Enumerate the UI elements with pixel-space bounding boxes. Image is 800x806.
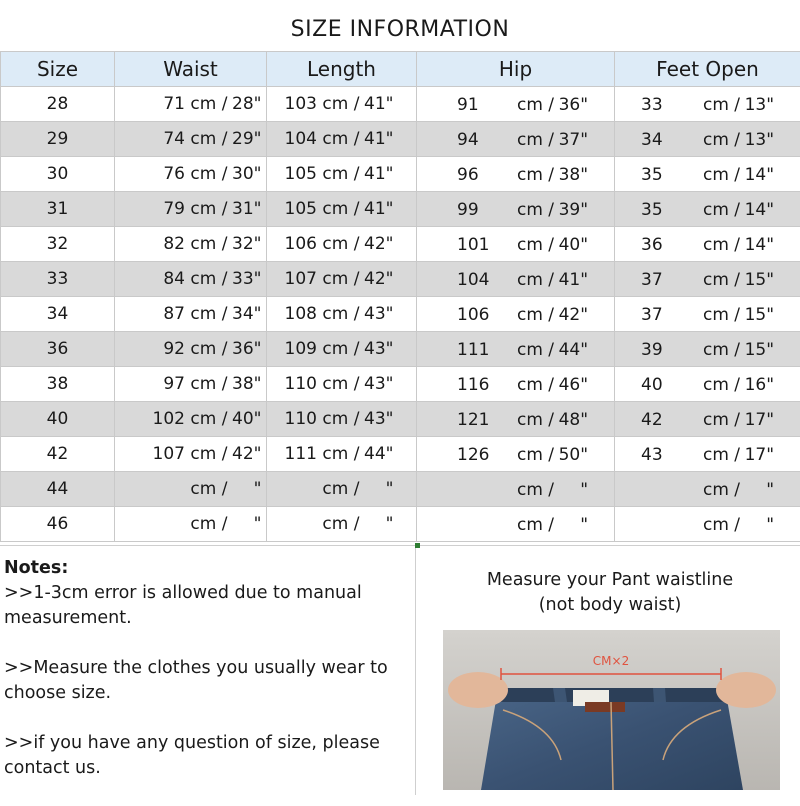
hip-cm-value: 104 — [457, 270, 489, 290]
feet-unit — [703, 130, 774, 150]
unit-separator: cm / — [517, 235, 554, 255]
feet-unit — [703, 235, 774, 255]
cell-feet-open — [615, 402, 800, 437]
notes-heading: Notes: — [4, 556, 409, 581]
unit-separator: cm / — [703, 165, 740, 185]
cell-feet-open — [615, 437, 800, 472]
table-row — [1, 472, 800, 507]
table-row — [1, 157, 800, 192]
feet-unit — [703, 480, 774, 500]
waist-cm-value: 87 — [133, 304, 185, 324]
feet-in-value: 14" — [740, 235, 774, 255]
unit-separator: cm / — [190, 199, 227, 219]
waist-in-value: 38" — [227, 374, 261, 394]
length-cm-value: 104 — [283, 129, 317, 149]
waist-cm-value: 102 — [133, 409, 185, 429]
hip-unit — [517, 515, 588, 535]
unit-separator: cm / — [322, 269, 359, 289]
unit-separator: cm / — [517, 270, 554, 290]
cell-length — [267, 157, 417, 192]
waist-cm-value: 76 — [133, 164, 185, 184]
length-cm-value: 107 — [283, 269, 317, 289]
unit-separator: cm / — [190, 374, 227, 394]
hip-in-value: " — [554, 515, 588, 535]
cell-size: 34 — [1, 297, 115, 332]
cell-length — [267, 227, 417, 262]
length-in-value: 42" — [359, 269, 393, 289]
unit-separator: cm / — [517, 130, 554, 150]
note-item: >>Measure the clothes you usually wear to choose size. — [4, 656, 409, 706]
unit-separator: cm / — [190, 234, 227, 254]
cell-hip — [417, 122, 615, 157]
cell-feet-open — [615, 507, 800, 542]
unit-separator: cm / — [703, 270, 740, 290]
waist-in-value: " — [227, 514, 261, 534]
cell-hip — [417, 472, 615, 507]
cell-hip — [417, 402, 615, 437]
unit-separator: cm / — [703, 130, 740, 150]
cell-waist — [115, 87, 267, 122]
waist-in-value: 30" — [227, 164, 261, 184]
cell-hip — [417, 262, 615, 297]
feet-cm-value: 40 — [641, 375, 663, 395]
cell-length — [267, 402, 417, 437]
feet-in-value: 16" — [740, 375, 774, 395]
cell-size: 36 — [1, 332, 115, 367]
feet-cm-value: 34 — [641, 130, 663, 150]
header-waist: Waist — [115, 52, 267, 87]
unit-separator: cm / — [703, 480, 740, 500]
hip-cm-value: 94 — [457, 130, 479, 150]
feet-in-value: 13" — [740, 95, 774, 115]
unit-separator: cm / — [703, 95, 740, 115]
unit-separator: cm / — [322, 304, 359, 324]
hip-in-value: 46" — [554, 375, 588, 395]
cell-hip — [417, 437, 615, 472]
hip-unit — [517, 410, 588, 430]
waist-cm-value: 82 — [133, 234, 185, 254]
measure-line-1: Measure your Pant waistline — [420, 568, 800, 593]
unit-separator: cm / — [322, 94, 359, 114]
table-row — [1, 122, 800, 157]
unit-separator: cm / — [322, 374, 359, 394]
feet-unit — [703, 515, 774, 535]
hip-unit — [517, 95, 588, 115]
cell-feet-open — [615, 297, 800, 332]
unit-separator: cm / — [517, 340, 554, 360]
cell-size: 32 — [1, 227, 115, 262]
hip-in-value: 37" — [554, 130, 588, 150]
size-table — [0, 51, 800, 542]
length-cm-value: 110 — [283, 409, 317, 429]
feet-in-value: " — [740, 515, 774, 535]
hip-in-value: 36" — [554, 95, 588, 115]
feet-in-value: 14" — [740, 200, 774, 220]
hip-in-value: 38" — [554, 165, 588, 185]
hip-unit — [517, 305, 588, 325]
cell-waist — [115, 437, 267, 472]
feet-unit — [703, 305, 774, 325]
feet-in-value: 13" — [740, 130, 774, 150]
cell-hip — [417, 87, 615, 122]
length-cm-value: 105 — [283, 199, 317, 219]
unit-separator: cm / — [703, 340, 740, 360]
hip-cm-value: 99 — [457, 200, 479, 220]
hip-in-value: 39" — [554, 200, 588, 220]
feet-cm-value: 35 — [641, 165, 663, 185]
length-in-value: 41" — [359, 199, 393, 219]
note-item: >>if you have any question of size, please contact us. — [4, 731, 409, 781]
waist-in-value: 32" — [227, 234, 261, 254]
waist-in-value: 28" — [227, 94, 261, 114]
table-row — [1, 367, 800, 402]
corner-marker — [415, 543, 420, 548]
length-in-value: 43" — [359, 304, 393, 324]
cell-length — [267, 262, 417, 297]
notes-section — [4, 556, 409, 806]
table-header-row — [1, 52, 800, 87]
feet-in-value: 15" — [740, 340, 774, 360]
cell-waist — [115, 472, 267, 507]
cell-hip — [417, 157, 615, 192]
feet-cm-value: 37 — [641, 270, 663, 290]
unit-separator: cm / — [703, 200, 740, 220]
hip-unit — [517, 235, 588, 255]
cell-waist — [115, 402, 267, 437]
length-in-value: 43" — [359, 374, 393, 394]
cell-feet-open — [615, 367, 800, 402]
unit-separator: cm / — [703, 375, 740, 395]
length-cm-value: 111 — [283, 444, 317, 464]
cell-hip — [417, 297, 615, 332]
feet-cm-value: 43 — [641, 445, 663, 465]
hip-cm-value: 96 — [457, 165, 479, 185]
feet-in-value: 15" — [740, 270, 774, 290]
feet-unit — [703, 200, 774, 220]
feet-in-value: 17" — [740, 410, 774, 430]
unit-separator: cm / — [322, 514, 359, 534]
waist-cm-value: 107 — [133, 444, 185, 464]
unit-separator: cm / — [190, 409, 227, 429]
feet-in-value: 15" — [740, 305, 774, 325]
cell-hip — [417, 227, 615, 262]
feet-in-value: 17" — [740, 445, 774, 465]
cell-waist — [115, 122, 267, 157]
cell-size: 29 — [1, 122, 115, 157]
waist-in-value: 31" — [227, 199, 261, 219]
cell-size: 40 — [1, 402, 115, 437]
header-length: Length — [267, 52, 417, 87]
cell-feet-open — [615, 332, 800, 367]
waist-in-value: 33" — [227, 269, 261, 289]
table-row — [1, 297, 800, 332]
length-in-value: 43" — [359, 409, 393, 429]
cell-feet-open — [615, 472, 800, 507]
cell-size: 38 — [1, 367, 115, 402]
feet-cm-value: 37 — [641, 305, 663, 325]
unit-separator: cm / — [322, 164, 359, 184]
unit-separator: cm / — [517, 445, 554, 465]
waist-cm-value: 92 — [133, 339, 185, 359]
feet-cm-value: 39 — [641, 340, 663, 360]
unit-separator: cm / — [190, 269, 227, 289]
cell-length — [267, 332, 417, 367]
table-row — [1, 87, 800, 122]
waist-in-value: 29" — [227, 129, 261, 149]
feet-unit — [703, 95, 774, 115]
waist-cm-value: 84 — [133, 269, 185, 289]
cell-feet-open — [615, 157, 800, 192]
cell-feet-open — [615, 122, 800, 157]
length-in-value: " — [359, 479, 393, 499]
left-hand — [448, 672, 508, 708]
unit-separator: cm / — [190, 514, 227, 534]
unit-separator: cm / — [190, 479, 227, 499]
cell-waist — [115, 332, 267, 367]
length-in-value: 41" — [359, 94, 393, 114]
hip-unit — [517, 165, 588, 185]
length-cm-value: 105 — [283, 164, 317, 184]
jeans-waistband — [497, 688, 726, 702]
feet-unit — [703, 165, 774, 185]
unit-separator: cm / — [703, 410, 740, 430]
unit-separator: cm / — [517, 95, 554, 115]
table-row — [1, 507, 800, 542]
waist-in-value: 36" — [227, 339, 261, 359]
cell-length — [267, 472, 417, 507]
note-item: >>1-3cm error is allowed due to manual measurement. — [4, 581, 409, 631]
hip-cm-value: 111 — [457, 340, 489, 360]
waist-cm-value: 79 — [133, 199, 185, 219]
header-feet-open: Feet Open — [615, 52, 800, 87]
section-divider-vertical — [415, 545, 416, 795]
jeans-illustration — [443, 630, 780, 790]
length-in-value: 43" — [359, 339, 393, 359]
page-title: SIZE INFORMATION — [0, 12, 800, 48]
cell-length — [267, 367, 417, 402]
hip-cm-value: 116 — [457, 375, 489, 395]
table-row — [1, 332, 800, 367]
unit-separator: cm / — [322, 129, 359, 149]
length-cm-value: 108 — [283, 304, 317, 324]
unit-separator: cm / — [517, 480, 554, 500]
unit-separator: cm / — [517, 515, 554, 535]
cell-waist — [115, 157, 267, 192]
feet-unit — [703, 445, 774, 465]
table-row — [1, 192, 800, 227]
unit-separator: cm / — [190, 94, 227, 114]
unit-separator: cm / — [190, 339, 227, 359]
section-divider-horizontal — [0, 545, 800, 546]
waist-in-value: 42" — [227, 444, 261, 464]
length-cm-value: 106 — [283, 234, 317, 254]
cell-size: 30 — [1, 157, 115, 192]
unit-separator: cm / — [322, 199, 359, 219]
hip-in-value: 44" — [554, 340, 588, 360]
header-hip: Hip — [417, 52, 615, 87]
length-in-value: 44" — [359, 444, 393, 464]
measure-line-2: (not body waist) — [420, 593, 800, 618]
unit-separator: cm / — [322, 339, 359, 359]
waist-cm-value: 74 — [133, 129, 185, 149]
measure-instructions — [420, 568, 800, 618]
feet-unit — [703, 270, 774, 290]
waist-cm-value: 97 — [133, 374, 185, 394]
cell-size: 28 — [1, 87, 115, 122]
cell-length — [267, 437, 417, 472]
unit-separator: cm / — [322, 444, 359, 464]
cell-feet-open — [615, 87, 800, 122]
cell-waist — [115, 192, 267, 227]
unit-separator: cm / — [322, 479, 359, 499]
cell-waist — [115, 367, 267, 402]
unit-separator: cm / — [517, 165, 554, 185]
feet-cm-value: 42 — [641, 410, 663, 430]
right-hand — [716, 672, 776, 708]
table-row — [1, 402, 800, 437]
unit-separator: cm / — [517, 375, 554, 395]
cell-hip — [417, 192, 615, 227]
cell-size: 44 — [1, 472, 115, 507]
hip-in-value: 42" — [554, 305, 588, 325]
unit-separator: cm / — [190, 164, 227, 184]
waist-in-value: 34" — [227, 304, 261, 324]
table-row — [1, 227, 800, 262]
unit-separator: cm / — [517, 305, 554, 325]
feet-in-value: " — [740, 480, 774, 500]
unit-separator: cm / — [703, 305, 740, 325]
feet-cm-value: 33 — [641, 95, 663, 115]
unit-separator: cm / — [703, 235, 740, 255]
feet-unit — [703, 375, 774, 395]
hip-cm-value: 121 — [457, 410, 489, 430]
hip-unit — [517, 200, 588, 220]
hip-cm-value: 91 — [457, 95, 479, 115]
table-row — [1, 437, 800, 472]
cell-hip — [417, 332, 615, 367]
cell-waist — [115, 297, 267, 332]
hip-cm-value: 101 — [457, 235, 489, 255]
length-in-value: " — [359, 514, 393, 534]
length-in-value: 41" — [359, 164, 393, 184]
hip-in-value: " — [554, 480, 588, 500]
leather-patch — [585, 702, 625, 712]
cell-waist — [115, 507, 267, 542]
waist-cm-value: 71 — [133, 94, 185, 114]
unit-separator: cm / — [190, 129, 227, 149]
unit-separator: cm / — [517, 410, 554, 430]
hip-unit — [517, 270, 588, 290]
hip-in-value: 50" — [554, 445, 588, 465]
waistline-measure-photo — [443, 630, 780, 790]
hip-cm-value: 126 — [457, 445, 489, 465]
unit-separator: cm / — [322, 234, 359, 254]
cell-size: 31 — [1, 192, 115, 227]
hip-unit — [517, 480, 588, 500]
length-cm-value: 103 — [283, 94, 317, 114]
cell-waist — [115, 262, 267, 297]
cell-size: 42 — [1, 437, 115, 472]
length-in-value: 41" — [359, 129, 393, 149]
hip-in-value: 48" — [554, 410, 588, 430]
length-cm-value: 110 — [283, 374, 317, 394]
cell-size: 33 — [1, 262, 115, 297]
unit-separator: cm / — [703, 445, 740, 465]
cell-size: 46 — [1, 507, 115, 542]
unit-separator: cm / — [703, 515, 740, 535]
cell-length — [267, 87, 417, 122]
unit-separator: cm / — [322, 409, 359, 429]
cell-waist — [115, 227, 267, 262]
cell-feet-open — [615, 192, 800, 227]
feet-cm-value: 35 — [641, 200, 663, 220]
header-size: Size — [1, 52, 115, 87]
belt-loop — [553, 688, 567, 702]
hip-unit — [517, 340, 588, 360]
hip-unit — [517, 130, 588, 150]
hip-in-value: 41" — [554, 270, 588, 290]
waist-in-value: 40" — [227, 409, 261, 429]
cell-feet-open — [615, 227, 800, 262]
hip-cm-value: 106 — [457, 305, 489, 325]
unit-separator: cm / — [517, 200, 554, 220]
table-row — [1, 262, 800, 297]
feet-unit — [703, 410, 774, 430]
hip-unit — [517, 375, 588, 395]
feet-in-value: 14" — [740, 165, 774, 185]
belt-loop — [653, 688, 666, 702]
cell-hip — [417, 367, 615, 402]
cell-length — [267, 297, 417, 332]
unit-separator: cm / — [190, 444, 227, 464]
measure-label: CM×2 — [593, 654, 629, 668]
cell-length — [267, 122, 417, 157]
length-in-value: 42" — [359, 234, 393, 254]
length-cm-value: 109 — [283, 339, 317, 359]
cell-length — [267, 507, 417, 542]
waist-in-value: " — [227, 479, 261, 499]
cell-length — [267, 192, 417, 227]
hip-unit — [517, 445, 588, 465]
feet-cm-value: 36 — [641, 235, 663, 255]
cell-hip — [417, 507, 615, 542]
unit-separator: cm / — [190, 304, 227, 324]
hip-in-value: 40" — [554, 235, 588, 255]
feet-unit — [703, 340, 774, 360]
cell-feet-open — [615, 262, 800, 297]
size-table-body — [1, 87, 800, 542]
